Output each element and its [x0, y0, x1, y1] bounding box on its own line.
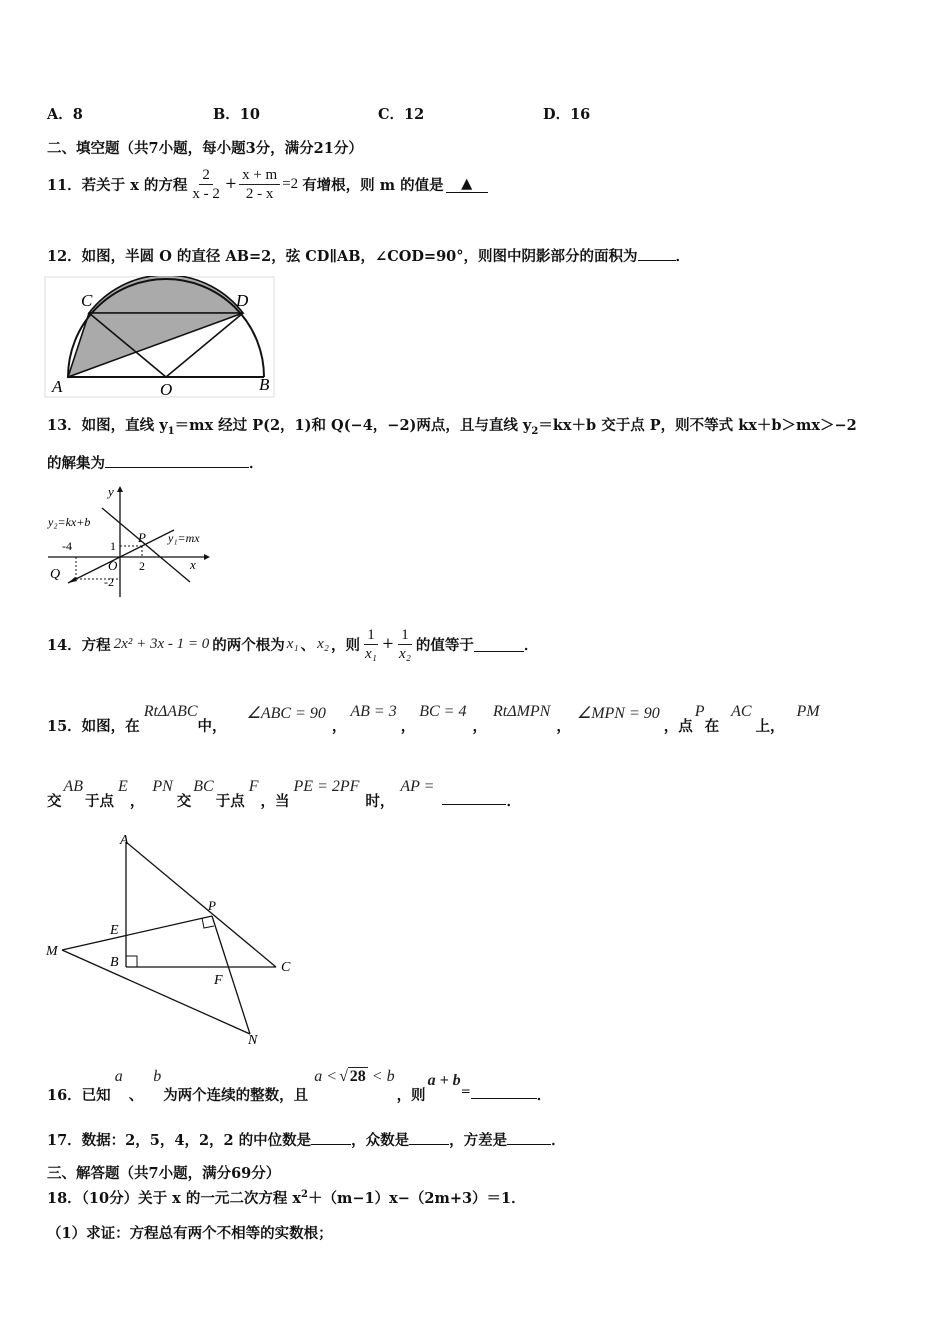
q15-jiao-2: 交: [176, 793, 192, 810]
fig15-label-m: M: [46, 944, 58, 959]
q15-triangle-mpn: RtΔMPN: [492, 703, 551, 720]
q11-answer-blank: [446, 175, 488, 193]
q15-zai: 在: [704, 718, 720, 735]
q15-jiao-1: 交: [47, 793, 62, 810]
figure-semicircle: [44, 276, 276, 400]
figure-right-triangles: [40, 828, 310, 1050]
fig13-label-x: x: [190, 557, 196, 572]
q16-answer-blank: [471, 1084, 537, 1099]
q16-separator: 、: [128, 1087, 144, 1104]
fig13-tick-2: 2: [139, 559, 145, 573]
fig12-label-c: C: [81, 291, 93, 310]
q15-shang: 上，: [755, 718, 785, 735]
fig13-label-q: Q: [50, 567, 61, 582]
q16-mid: 为两个连续的整数，且: [163, 1087, 309, 1104]
q14-separator: 、: [300, 636, 316, 654]
q14-frac2-num: 1: [398, 626, 412, 645]
q14-fraction-1: [362, 626, 380, 663]
q12-text: 12．如图，半圆 O 的直径 AB=2，弦 CD∥AB，∠COD=90°，则图中阴影部分的面积为: [47, 248, 638, 265]
fig13-tick-minus2: -2: [104, 575, 114, 589]
q15-point-f: F: [248, 778, 259, 795]
q15-bc-length: BC = 4: [419, 703, 467, 720]
q17-variance-blank: [507, 1130, 551, 1145]
q12-tail: ．: [675, 248, 691, 265]
q17-variance-text: ，方差是: [449, 1132, 508, 1149]
fig15-label-b: B: [110, 955, 119, 970]
q14-tail: ．: [523, 636, 539, 654]
q13-text-c: ＝kx＋b 交于点 P，则不等式 kx＋b＞mx＞−2: [538, 417, 857, 434]
option-a: A．8: [47, 106, 83, 123]
question-11: [47, 162, 488, 206]
question-13-line-1: [47, 414, 857, 437]
fig13-label-o: O: [108, 558, 118, 573]
q15-dang: ，当: [260, 793, 290, 810]
q11-frac2-num: x + m: [239, 166, 280, 185]
q14-frac2-den: x₂: [399, 645, 411, 662]
q11-frac1-den: x - 2: [192, 185, 220, 202]
q15-condition: PE = 2PF: [293, 778, 360, 795]
q16-inequality-right: < b: [371, 1068, 395, 1085]
q16-var-b: b: [153, 1068, 162, 1085]
fig12-label-b: B: [259, 375, 270, 394]
q14-then: ，则: [331, 636, 360, 654]
q15-comma-4: ，: [556, 718, 571, 735]
q15-yudian-1: 于点: [85, 793, 115, 810]
q15-point-e: E: [118, 778, 128, 795]
q11-plus: +: [224, 176, 238, 192]
question-17: [47, 1129, 566, 1150]
question-15-line-1: [47, 703, 820, 736]
q15-shi: 时，: [365, 793, 395, 810]
q15-comma-1: ，: [331, 718, 347, 735]
q16-prefix: 16．已知: [47, 1087, 111, 1104]
q12-answer-blank: [638, 246, 676, 261]
question-15-line-2: [47, 778, 521, 811]
q15-triangle-abc: RtΔABC: [143, 703, 198, 720]
q15-segment-pm: PM: [796, 703, 820, 720]
fig13-y-arrow: [117, 486, 123, 492]
q11-frac2-den: 2 - x: [245, 185, 274, 202]
q11-suffix: 有增根，则 m 的值是: [302, 176, 444, 194]
q18-superscript: 2: [301, 1189, 309, 1201]
fig12-label-o: O: [160, 380, 173, 399]
q15-point-label: ，点: [663, 718, 693, 735]
section-heading-answers: 三、解答题（共7小题，满分69分）: [47, 1165, 281, 1182]
fig15-label-f: F: [214, 973, 223, 988]
q13-text-b: ＝mx 经过 P(2，1)和 Q(−4，−2)两点，且与直线 y: [174, 417, 532, 434]
q17-mode-blank: [409, 1130, 449, 1145]
q16-sqrt: √ 28: [338, 1068, 366, 1085]
q15-comma-2: ，: [400, 718, 416, 735]
fig13-label-y2: y₂=kx+b: [48, 515, 91, 529]
q15-prefix: 15．如图，在: [47, 718, 140, 735]
q16-equals: =: [460, 1084, 471, 1098]
q11-frac1-num: 2: [199, 166, 213, 185]
q15-zhong: 中，: [197, 718, 227, 735]
option-d: D．16: [543, 106, 591, 123]
q14-equation: 2x² + 3x - 1 = 0: [113, 635, 210, 652]
fig15-right-angle-p: [202, 918, 214, 928]
fig13-tick-minus4: -4: [62, 539, 72, 553]
q17-mode-text: ，众数是: [351, 1132, 410, 1149]
q13-answer-blank: [105, 453, 249, 468]
option-c: C．12: [378, 106, 425, 123]
q15-yudian-2: 于点: [215, 793, 245, 810]
q16-sum: a + b: [427, 1072, 461, 1089]
q16-inequality-left: a <: [314, 1068, 337, 1085]
q11-equals: =2: [282, 175, 299, 192]
fig15-label-p: P: [208, 898, 216, 913]
q17-tail: ．: [551, 1132, 566, 1149]
fig15-side-mn: [62, 950, 250, 1034]
q15-segment-pn: PN: [152, 778, 173, 795]
q14-plus: +: [381, 636, 395, 652]
q11-prefix: 11．若关于 x 的方程: [47, 176, 188, 194]
question-13-line-2: [47, 452, 264, 473]
fig15-side-mp: [62, 916, 212, 950]
q11-fraction-1: [189, 166, 223, 203]
q16-then: ，则: [396, 1087, 426, 1104]
q14-root-x2: x₂: [317, 635, 329, 652]
q15-ab-length: AB = 3: [350, 703, 397, 720]
q14-mid: 的两个根为: [212, 636, 285, 654]
question-14: [47, 618, 538, 670]
q18-text-a: 18．（10分）关于 x 的一元二次方程 x: [47, 1190, 302, 1207]
q16-var-a: a: [114, 1068, 123, 1085]
q15-answer-blank: [442, 790, 506, 805]
q13-tail: ．: [249, 455, 264, 472]
fig15-side-ac: [126, 842, 276, 967]
q16-tail: ．: [536, 1087, 552, 1104]
q15-tail: ．: [506, 793, 521, 810]
fig13-x-arrow: [204, 554, 210, 560]
q15-point-p: P: [694, 703, 705, 720]
q11-triangle-mark: ▲: [461, 175, 473, 192]
question-18-part-1: （1）求证：方程总有两个不相等的实数根；: [47, 1225, 333, 1242]
fig13-label-y1: y₁=mx: [168, 531, 200, 545]
q15-segment-bc: BC: [193, 778, 214, 795]
q11-fraction-2: [239, 166, 280, 203]
q14-fraction-2: [396, 626, 414, 663]
q15-comma-6: ，: [129, 793, 145, 810]
fig15-label-a: A: [120, 833, 129, 848]
fig15-label-e: E: [110, 923, 119, 938]
q13-line2-text: 的解集为: [47, 455, 105, 472]
q13-sub-1: 1: [167, 425, 175, 437]
question-18: [47, 1187, 526, 1208]
question-16: [47, 1068, 551, 1105]
q17-median-blank: [311, 1130, 351, 1145]
q17-median-text: 17．数据：2，5，4，2，2 的中位数是: [47, 1132, 312, 1149]
option-b: B．10: [213, 106, 260, 123]
fig13-tick-1: 1: [110, 539, 116, 553]
fig12-label-a: A: [52, 377, 63, 396]
q18-text-b: ＋（m−1）x−（2m+3）＝1．: [308, 1190, 526, 1207]
figure-linear-graphs: [44, 482, 224, 602]
fig15-label-c: C: [281, 960, 291, 975]
question-12: [47, 245, 690, 266]
q14-root-x1: x₁: [286, 635, 299, 652]
q16-radicand: 28: [349, 1068, 366, 1085]
fig15-label-n: N: [248, 1033, 258, 1048]
fig13-label-y: y: [108, 484, 114, 499]
q13-sub-2: 2: [531, 425, 539, 437]
q15-ap-label: AP =: [400, 778, 435, 795]
fig13-label-p: P: [138, 530, 146, 545]
q15-angle-mpn: ∠MPN = 90: [576, 705, 660, 722]
q15-segment-ac: AC: [731, 703, 752, 720]
q15-angle-abc: ∠ABC = 90: [246, 705, 326, 722]
q14-frac1-den: x₁: [365, 645, 377, 662]
q15-segment-ab: AB: [63, 778, 84, 795]
q14-frac1-num: 1: [364, 626, 378, 645]
fig12-label-d: D: [236, 291, 249, 310]
q14-prefix: 14．方程: [47, 636, 111, 654]
section-heading-fill-in: 二、填空题（共7小题，每小题3分，满分21分）: [47, 140, 363, 157]
q14-suffix: 的值等于: [415, 636, 474, 654]
fig15-right-angle-b: [126, 956, 137, 967]
q14-answer-blank: [474, 637, 524, 652]
q13-text-a: 13．如图，直线 y: [47, 417, 168, 434]
q15-comma-3: ，: [472, 718, 487, 735]
